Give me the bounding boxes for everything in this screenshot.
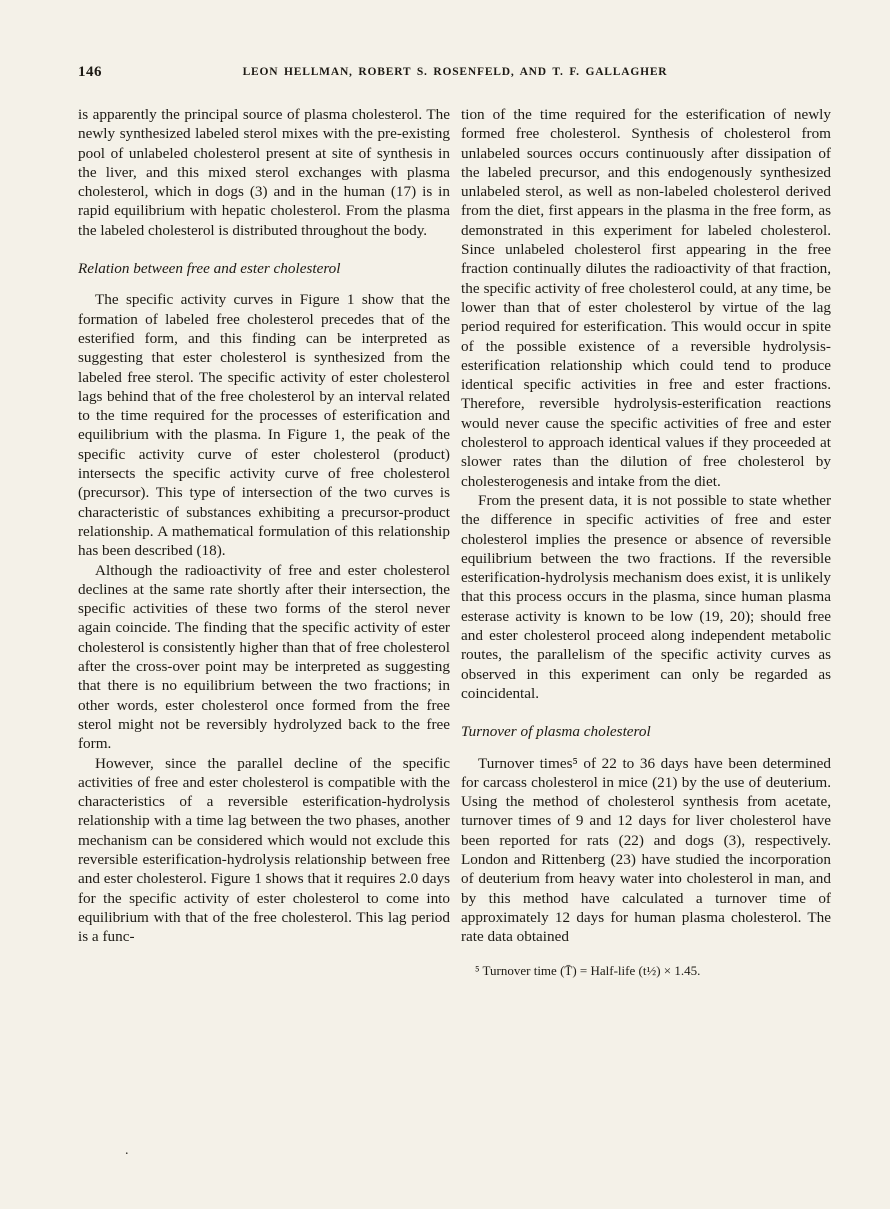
footnote: ⁵ Turnover time (T̄) = Half-life (t½) × 1.45. — [475, 963, 701, 979]
left-column — [78, 105, 450, 946]
paragraph: Although the radioactivity of free and ester cholesterol declines at the same rate shortly after their intersection, the specific activities of these two forms of the sterol never again coincide. The finding that the specific activity of ester cholesterol is consistently higher than that of free cholesterol after the cross-over point may be interpreted as suggesting that there is no equilibrium between the two fractions; in other words, ester cholesterol once formed from the free sterol might not be reversibly hydrolyzed back to the free form. — [78, 561, 450, 753]
paragraph: is apparently the principal source of plasma cholesterol. The newly synthesized labeled sterol mixes with the pre-existing pool of unlabeled cholesterol present at site of synthesis in the liver, and this mixed sterol exchanges with plasma cholesterol, which in dogs (3) and in the human (17) is in rapid equilibrium with hepatic cholesterol. From the plasma the labeled cholesterol is distributed throughout the body. — [78, 106, 450, 239]
paragraph: From the present data, it is not possible to state whether the difference in specific activities of free and ester cholesterol implies the presence or absence of reversible equilibrium between the two fractions. If the reversible esterification-hydrolysis mechanism does exist, it is unlikely that this process occurs in the plasma, since human plasma esterase activity is known to be low (19, 20); should free and ester cholesterol proceed along independent metabolic routes, the parallelism of the specific activity curves as observed in this experiment can only be regarded as coincidental. — [461, 491, 831, 702]
paragraph: tion of the time required for the esterification of newly formed free cholesterol. Synthesis of cholesterol from unlabeled sources occurs continuously after dissipation of the labeled precursor, and this endogenously synthesized unlabeled sterol, as well as non-labeled cholesterol derived from the diet, first appears in the plasma in the free form, as demonstrated in this experiment for labeled cholesterol. Since unlabeled cholesterol first appearing in the free fraction continually dilutes the radioactivity of that fraction, the specific activity of free cholesterol could, at any time, be lower than that of ester cholesterol by virtue of the lag period required for esterification. This would occur in spite of the possible existence of a reversible hydrolysis-esterification relationship which could tend to produce identical specific activities in free and ester fractions. Therefore, reversible hydrolysis-esterification reactions would never cause the specific activities of free and ester cholesterol to approach identical values if they proceeded at slower rates than the dilution of free cholesterol by cholesterogenesis and intake from the diet. — [461, 106, 831, 490]
right-column — [461, 105, 831, 992]
paragraph: The specific activity curves in Figure 1 show that the formation of labeled free cholesterol precedes that of the esterified form, and this finding can be interpreted as suggesting that ester cholesterol is synthesized from the labeled free sterol. The specific activity of ester cholesterol lags behind that of the free cholesterol by an interval related to the time required for the processes of esterification and equilibrium with the plasma. In Figure 1, the peak of the specific activity curve of ester cholesterol (product) intersects the specific activity curve of free cholesterol (precursor). This type of intersection of the two curves is characteristic of substances exhibiting a precursor-product relationship. A mathematical formulation of this relationship has been described (18). — [78, 291, 450, 560]
section-heading-relation-free-ester: Relation between free and ester cholesterol — [78, 260, 341, 278]
paragraph: Turnover times⁵ of 22 to 36 days have been determined for carcass cholesterol in mice (21) by the use of deuterium. Using the method of cholesterol synthesis from acetate, turnover times of 9 and 12 days for liver cholesterol have been reported for rats (22) and dogs (3), respectively. London and Rittenberg (23) have studied the incorporation of deuterium from heavy water into cholesterol in man, and by this method have calculated a turnover time of approximately 12 days for human plasma cholesterol. The rate data obtained — [461, 754, 831, 946]
paragraph: However, since the parallel decline of the specific activities of free and ester cholesterol is compatible with the characteristics of a reversible esterification-hydrolysis relationship with a time lag between the two phases, another mechanism can be considered which would not exclude this reversible esterification-hydrolysis relationship between free and ester cholesterol. Figure 1 shows that it requires 2.0 days for the specific activity of ester cholesterol to come into equilibrium with that of the free cholesterol. This lag period is a func- — [78, 754, 450, 946]
section-heading-turnover-plasma-cholesterol: Turnover of plasma cholesterol — [461, 723, 651, 741]
scan-artifact-dot: . — [125, 1143, 129, 1158]
running-head: LEON HELLMAN, ROBERT S. ROSENFELD, AND T. F. GALLAGHER — [242, 66, 668, 78]
page-number: 146 — [78, 64, 102, 80]
page-header — [78, 64, 832, 84]
